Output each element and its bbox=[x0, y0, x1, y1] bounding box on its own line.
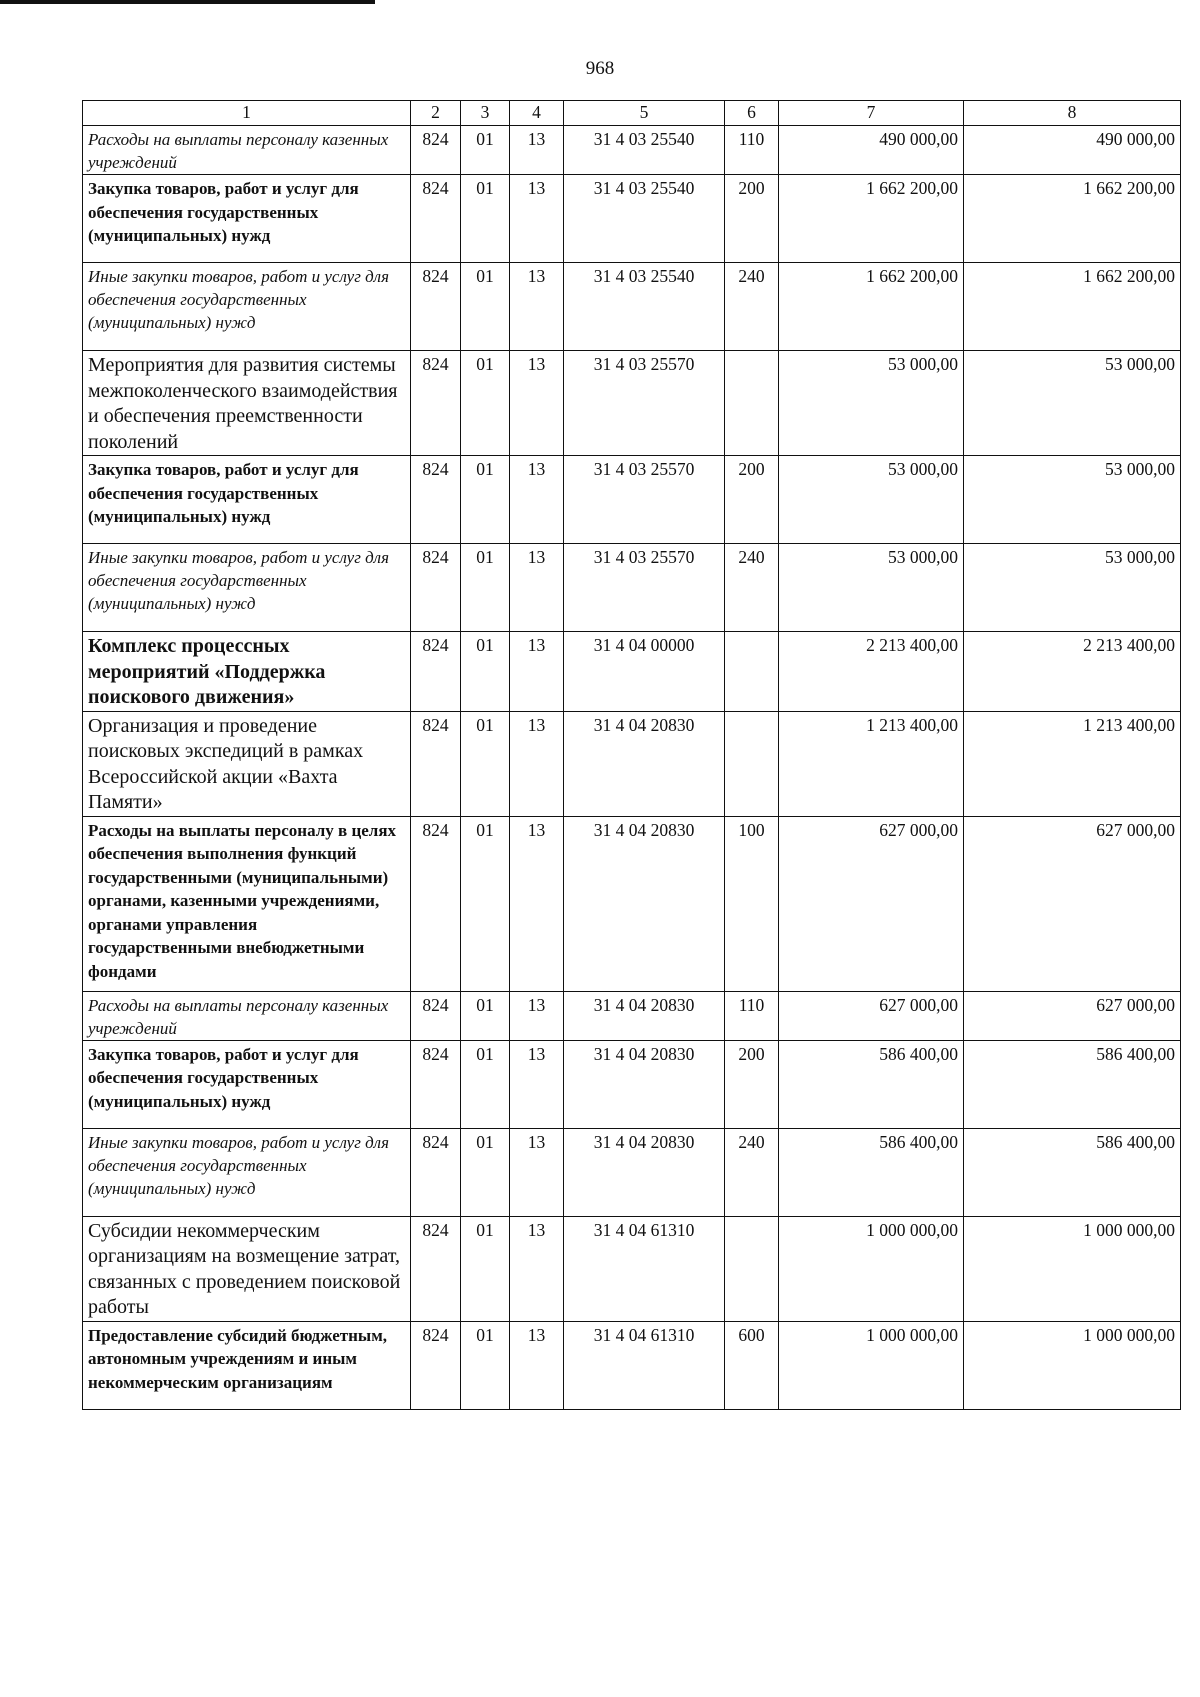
amount-col7: 1 662 200,00 bbox=[779, 263, 964, 351]
target-article-code: 31 4 04 20830 bbox=[564, 991, 725, 1040]
column-header: 3 bbox=[461, 101, 510, 126]
admin-code: 824 bbox=[411, 263, 461, 351]
page-number: 968 bbox=[585, 58, 615, 79]
expense-type-code: 110 bbox=[725, 126, 779, 175]
target-article-code: 31 4 04 20830 bbox=[564, 816, 725, 991]
admin-code: 824 bbox=[411, 175, 461, 263]
amount-col8: 53 000,00 bbox=[964, 351, 1181, 456]
column-header: 1 bbox=[83, 101, 411, 126]
section-code: 01 bbox=[461, 544, 510, 632]
section-code: 01 bbox=[461, 991, 510, 1040]
expense-type-code: 110 bbox=[725, 991, 779, 1040]
section-code: 01 bbox=[461, 351, 510, 456]
table-row bbox=[83, 1040, 1181, 1128]
item-name: Расходы на выплаты персоналу в целях обеспечения выполнения функций государственными (муниципальными) органами, казенными учреждениями, органами управления государственными внебюджетными фондами bbox=[83, 816, 411, 991]
expense-type-code bbox=[725, 351, 779, 456]
item-name: Закупка товаров, работ и услуг для обеспечения государственных (муниципальных) нужд bbox=[83, 1040, 411, 1128]
amount-col8: 53 000,00 bbox=[964, 544, 1181, 632]
amount-col7: 627 000,00 bbox=[779, 816, 964, 991]
subsection-code: 13 bbox=[510, 991, 564, 1040]
amount-col8: 1 000 000,00 bbox=[964, 1216, 1181, 1321]
section-code: 01 bbox=[461, 1321, 510, 1409]
expense-type-code: 240 bbox=[725, 263, 779, 351]
target-article-code: 31 4 04 61310 bbox=[564, 1216, 725, 1321]
admin-code: 824 bbox=[411, 816, 461, 991]
table-row bbox=[83, 816, 1181, 991]
amount-col7: 1 662 200,00 bbox=[779, 175, 964, 263]
subsection-code: 13 bbox=[510, 126, 564, 175]
table-row bbox=[83, 991, 1181, 1040]
table-row bbox=[83, 711, 1181, 816]
table-row bbox=[83, 632, 1181, 712]
table-row bbox=[83, 175, 1181, 263]
amount-col8: 586 400,00 bbox=[964, 1040, 1181, 1128]
target-article-code: 31 4 04 00000 bbox=[564, 632, 725, 712]
section-code: 01 bbox=[461, 456, 510, 544]
subsection-code: 13 bbox=[510, 175, 564, 263]
subsection-code: 13 bbox=[510, 711, 564, 816]
amount-col8: 1 213 400,00 bbox=[964, 711, 1181, 816]
amount-col8: 53 000,00 bbox=[964, 456, 1181, 544]
amount-col7: 53 000,00 bbox=[779, 456, 964, 544]
subsection-code: 13 bbox=[510, 1216, 564, 1321]
admin-code: 824 bbox=[411, 126, 461, 175]
target-article-code: 31 4 03 25570 bbox=[564, 351, 725, 456]
amount-col8: 2 213 400,00 bbox=[964, 632, 1181, 712]
admin-code: 824 bbox=[411, 991, 461, 1040]
item-name: Субсидии некоммерческим организациям на возмещение затрат, связанных с проведением поисковой работы bbox=[83, 1216, 411, 1321]
amount-col7: 627 000,00 bbox=[779, 991, 964, 1040]
amount-col8: 490 000,00 bbox=[964, 126, 1181, 175]
subsection-code: 13 bbox=[510, 1321, 564, 1409]
target-article-code: 31 4 04 61310 bbox=[564, 1321, 725, 1409]
column-header: 7 bbox=[779, 101, 964, 126]
table-row bbox=[83, 456, 1181, 544]
scan-edge-line bbox=[0, 0, 375, 4]
table-row bbox=[83, 1128, 1181, 1216]
column-header: 6 bbox=[725, 101, 779, 126]
amount-col7: 2 213 400,00 bbox=[779, 632, 964, 712]
admin-code: 824 bbox=[411, 711, 461, 816]
section-code: 01 bbox=[461, 1040, 510, 1128]
table-row bbox=[83, 263, 1181, 351]
section-code: 01 bbox=[461, 263, 510, 351]
admin-code: 824 bbox=[411, 544, 461, 632]
column-header: 4 bbox=[510, 101, 564, 126]
subsection-code: 13 bbox=[510, 544, 564, 632]
expense-type-code: 200 bbox=[725, 175, 779, 263]
admin-code: 824 bbox=[411, 1128, 461, 1216]
subsection-code: 13 bbox=[510, 351, 564, 456]
target-article-code: 31 4 03 25540 bbox=[564, 263, 725, 351]
item-name: Закупка товаров, работ и услуг для обеспечения государственных (муниципальных) нужд bbox=[83, 175, 411, 263]
admin-code: 824 bbox=[411, 1321, 461, 1409]
subsection-code: 13 bbox=[510, 456, 564, 544]
table-row bbox=[83, 1216, 1181, 1321]
target-article-code: 31 4 04 20830 bbox=[564, 711, 725, 816]
item-name: Закупка товаров, работ и услуг для обеспечения государственных (муниципальных) нужд bbox=[83, 456, 411, 544]
amount-col7: 1 213 400,00 bbox=[779, 711, 964, 816]
amount-col8: 1 000 000,00 bbox=[964, 1321, 1181, 1409]
section-code: 01 bbox=[461, 711, 510, 816]
expense-type-code: 100 bbox=[725, 816, 779, 991]
amount-col8: 627 000,00 bbox=[964, 816, 1181, 991]
expense-type-code: 200 bbox=[725, 1040, 779, 1128]
section-code: 01 bbox=[461, 632, 510, 712]
subsection-code: 13 bbox=[510, 1128, 564, 1216]
item-name: Мероприятия для развития системы межпоколенческого взаимодействия и обеспечения преемственности поколений bbox=[83, 351, 411, 456]
section-code: 01 bbox=[461, 175, 510, 263]
amount-col8: 586 400,00 bbox=[964, 1128, 1181, 1216]
item-name: Расходы на выплаты персоналу казенных учреждений bbox=[83, 991, 411, 1040]
item-name: Расходы на выплаты персоналу казенных учреждений bbox=[83, 126, 411, 175]
amount-col7: 53 000,00 bbox=[779, 544, 964, 632]
table-row bbox=[83, 544, 1181, 632]
target-article-code: 31 4 03 25540 bbox=[564, 175, 725, 263]
target-article-code: 31 4 03 25570 bbox=[564, 544, 725, 632]
target-article-code: 31 4 03 25540 bbox=[564, 126, 725, 175]
subsection-code: 13 bbox=[510, 263, 564, 351]
amount-col8: 1 662 200,00 bbox=[964, 175, 1181, 263]
subsection-code: 13 bbox=[510, 1040, 564, 1128]
amount-col8: 1 662 200,00 bbox=[964, 263, 1181, 351]
amount-col7: 1 000 000,00 bbox=[779, 1216, 964, 1321]
column-header: 5 bbox=[564, 101, 725, 126]
target-article-code: 31 4 04 20830 bbox=[564, 1128, 725, 1216]
section-code: 01 bbox=[461, 126, 510, 175]
amount-col7: 1 000 000,00 bbox=[779, 1321, 964, 1409]
item-name: Иные закупки товаров, работ и услуг для обеспечения государственных (муниципальных) нужд bbox=[83, 263, 411, 351]
section-code: 01 bbox=[461, 1128, 510, 1216]
expense-type-code: 240 bbox=[725, 544, 779, 632]
item-name: Иные закупки товаров, работ и услуг для обеспечения государственных (муниципальных) нужд bbox=[83, 544, 411, 632]
subsection-code: 13 bbox=[510, 816, 564, 991]
admin-code: 824 bbox=[411, 1040, 461, 1128]
subsection-code: 13 bbox=[510, 632, 564, 712]
amount-col8: 627 000,00 bbox=[964, 991, 1181, 1040]
item-name: Комплекс процессных мероприятий «Поддержка поискового движения» bbox=[83, 632, 411, 712]
amount-col7: 490 000,00 bbox=[779, 126, 964, 175]
table-row bbox=[83, 126, 1181, 175]
item-name: Иные закупки товаров, работ и услуг для обеспечения государственных (муниципальных) нужд bbox=[83, 1128, 411, 1216]
expense-type-code bbox=[725, 1216, 779, 1321]
expense-type-code bbox=[725, 711, 779, 816]
item-name: Предоставление субсидий бюджетным, автономным учреждениям и иным некоммерческим организациям bbox=[83, 1321, 411, 1409]
column-header: 8 bbox=[964, 101, 1181, 126]
table-row bbox=[83, 1321, 1181, 1409]
amount-col7: 586 400,00 bbox=[779, 1040, 964, 1128]
expense-type-code: 200 bbox=[725, 456, 779, 544]
section-code: 01 bbox=[461, 816, 510, 991]
table-header-row bbox=[83, 101, 1181, 126]
amount-col7: 53 000,00 bbox=[779, 351, 964, 456]
amount-col7: 586 400,00 bbox=[779, 1128, 964, 1216]
item-name: Организация и проведение поисковых экспедиций в рамках Всероссийской акции «Вахта Памяти» bbox=[83, 711, 411, 816]
expense-type-code bbox=[725, 632, 779, 712]
target-article-code: 31 4 03 25570 bbox=[564, 456, 725, 544]
table-row bbox=[83, 351, 1181, 456]
budget-table bbox=[82, 100, 1181, 1410]
admin-code: 824 bbox=[411, 456, 461, 544]
column-header: 2 bbox=[411, 101, 461, 126]
admin-code: 824 bbox=[411, 632, 461, 712]
expense-type-code: 240 bbox=[725, 1128, 779, 1216]
admin-code: 824 bbox=[411, 1216, 461, 1321]
expense-type-code: 600 bbox=[725, 1321, 779, 1409]
section-code: 01 bbox=[461, 1216, 510, 1321]
target-article-code: 31 4 04 20830 bbox=[564, 1040, 725, 1128]
admin-code: 824 bbox=[411, 351, 461, 456]
